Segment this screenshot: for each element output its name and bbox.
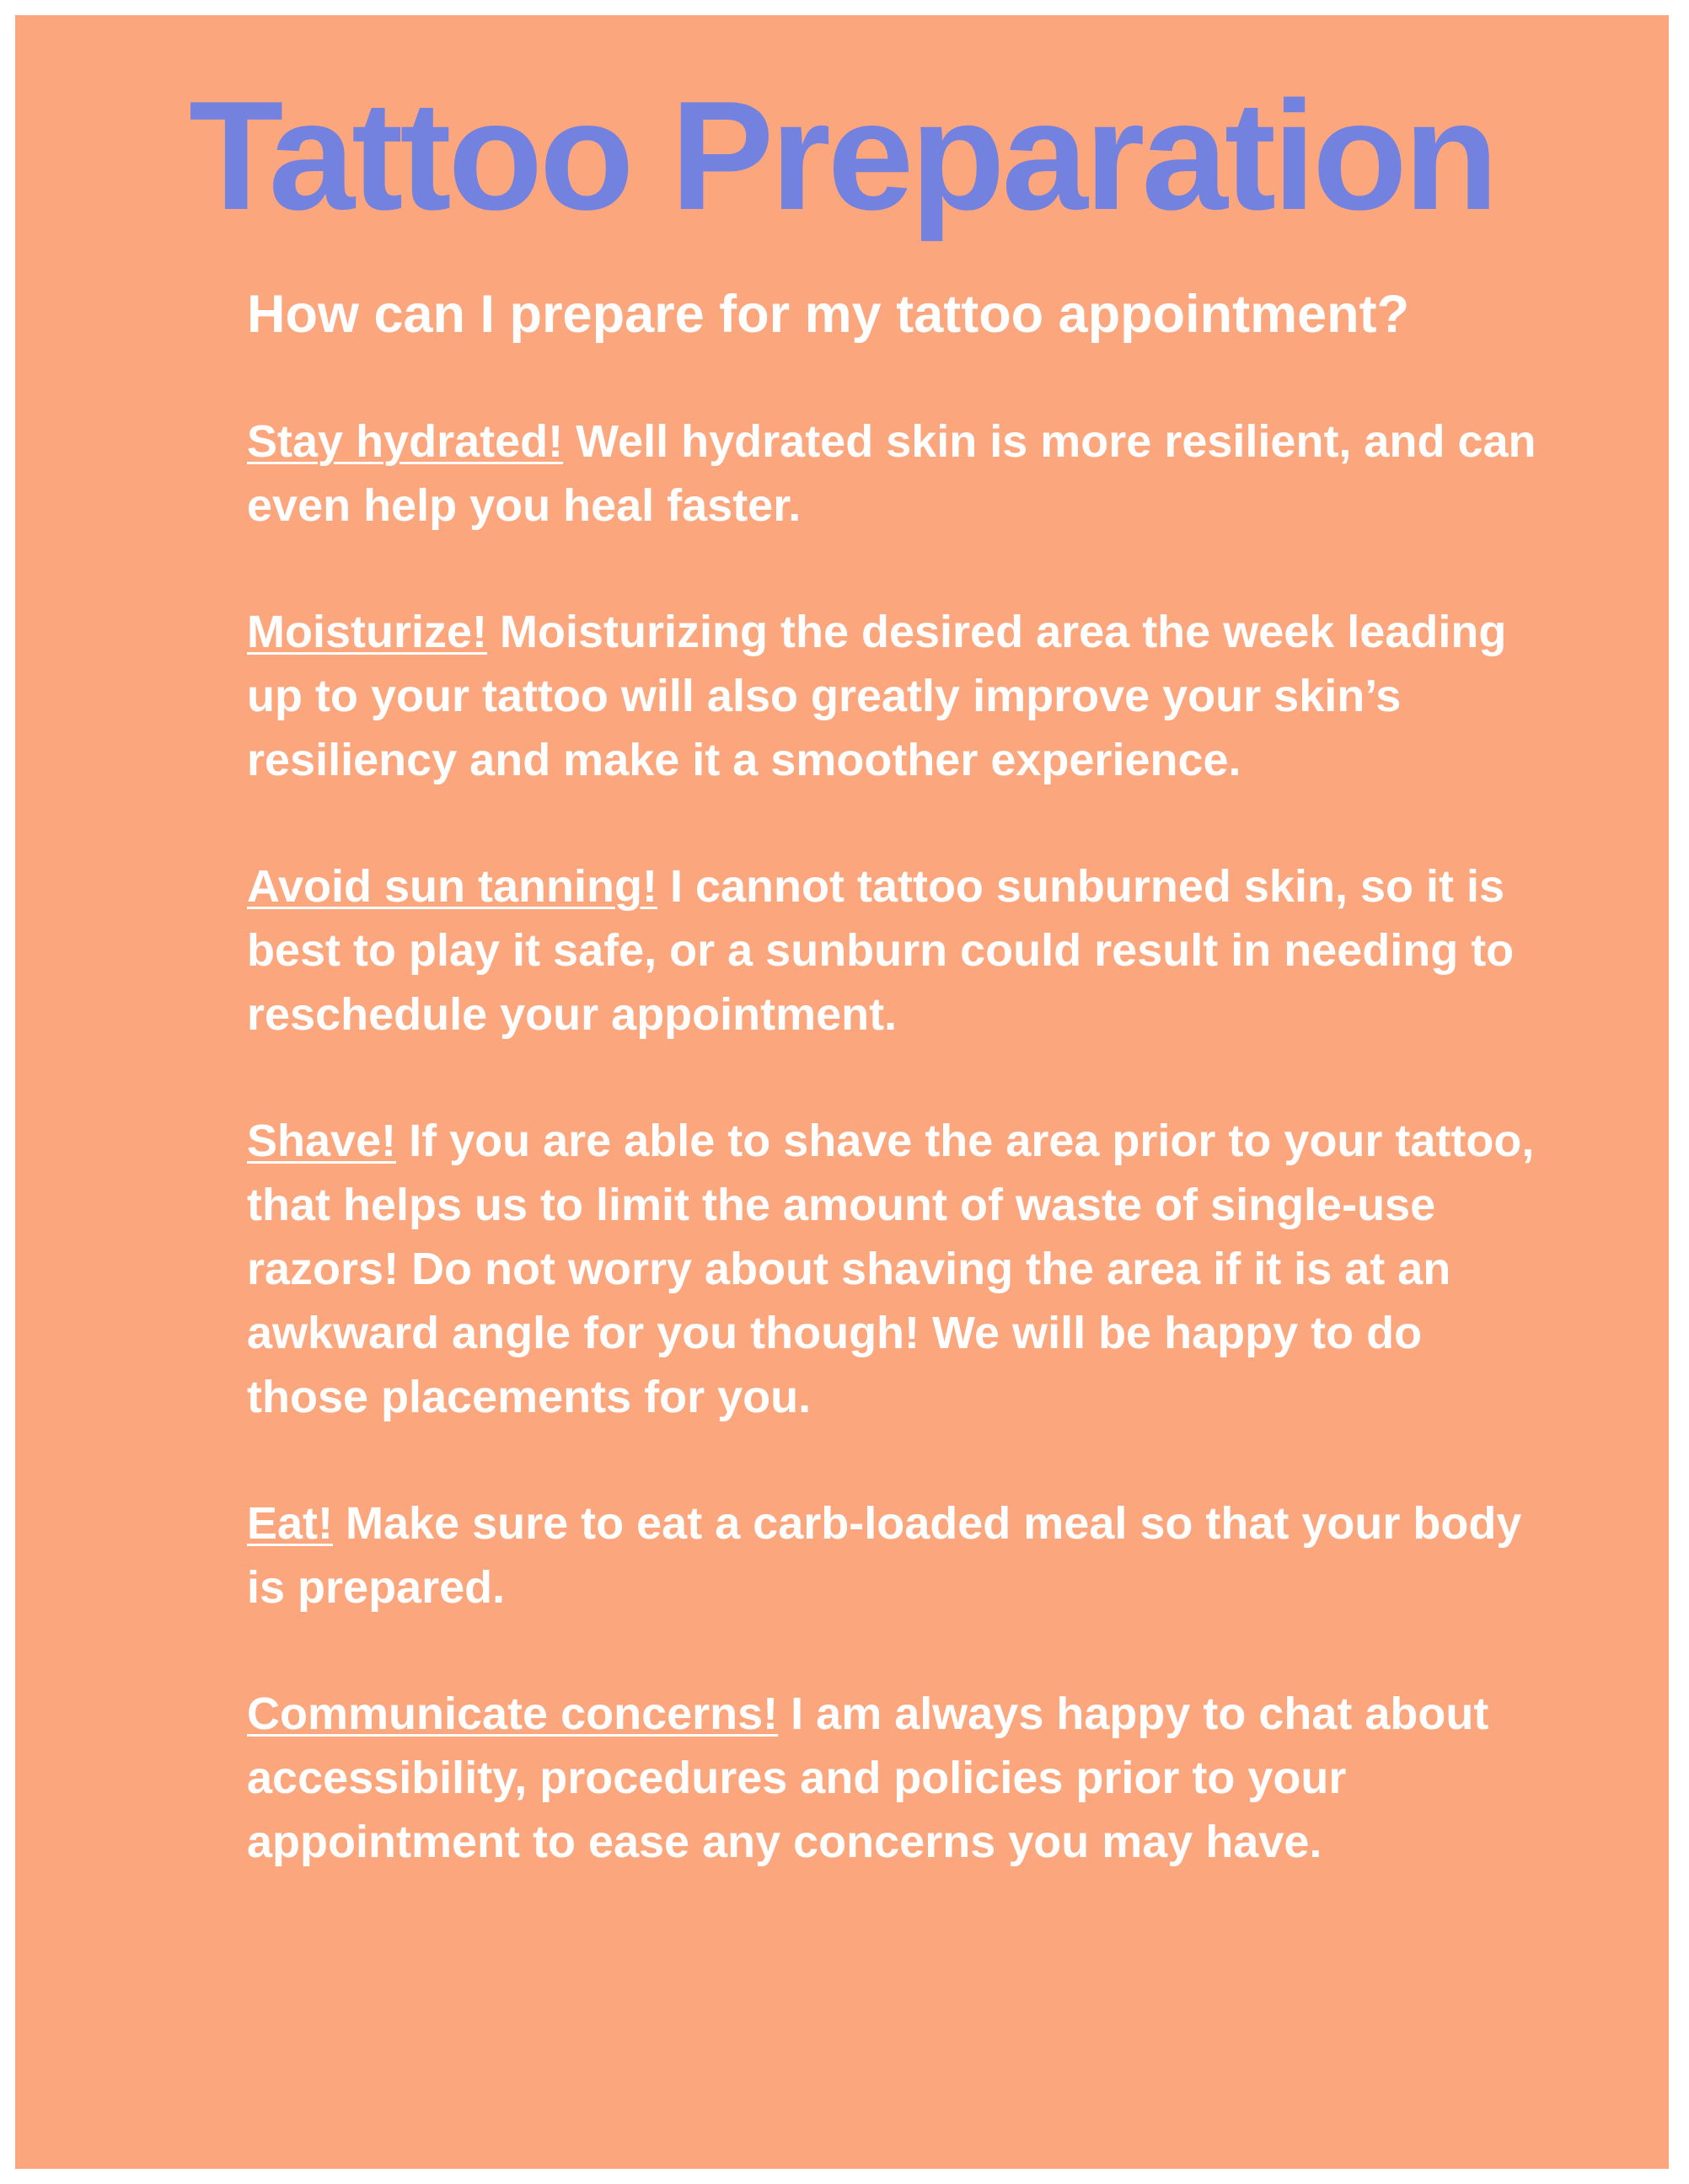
- tip-stay-hydrated: [247, 410, 1536, 538]
- content-body: [247, 276, 1536, 1874]
- tip-title: Stay hydrated!: [247, 416, 564, 467]
- tip-title: Moisturize!: [247, 607, 488, 657]
- tip-avoid-sun-tanning: [247, 854, 1536, 1046]
- question-heading: How can I prepare for my tattoo appointment?: [247, 285, 1410, 344]
- tip-moisturize: [247, 600, 1536, 792]
- tip-text: Moisturizing the desired area the week leading up to your tattoo will also greatly improve your skin’s resiliency and make it a smoother experience.: [247, 607, 1507, 785]
- tip-title: Eat!: [247, 1498, 334, 1549]
- tip-shave: [247, 1109, 1536, 1429]
- tip-text: If you are able to shave the area prior to your tattoo, that helps us to limit the amount of waste of single-use razors! Do not worry about shaving the area if it is at an awkward angle for you though! We will be happy to do those placements for you.: [247, 1116, 1535, 1422]
- tip-text: Make sure to eat a carb-loaded meal so that your body is prepared.: [247, 1498, 1522, 1613]
- page-title: Tattoo Preparation: [188, 68, 1496, 242]
- tip-title: Avoid sun tanning!: [247, 861, 657, 912]
- tip-text: Well hydrated skin is more resilient, and can even help you heal faster.: [247, 416, 1536, 531]
- tip-text: I am always happy to chat about accessibility, procedures and policies prior to your appointment to ease any concerns you may have.: [247, 1689, 1489, 1867]
- tip-communicate-concerns: [247, 1682, 1536, 1874]
- document-panel: [15, 15, 1669, 2169]
- tip-text: I cannot tattoo sunburned skin, so it is best to play it safe, or a sunburn could result in needing to reschedule your appointment.: [247, 861, 1515, 1040]
- tip-title: Communicate concerns!: [247, 1689, 779, 1739]
- tip-title: Shave!: [247, 1116, 397, 1166]
- tip-eat: [247, 1491, 1536, 1619]
